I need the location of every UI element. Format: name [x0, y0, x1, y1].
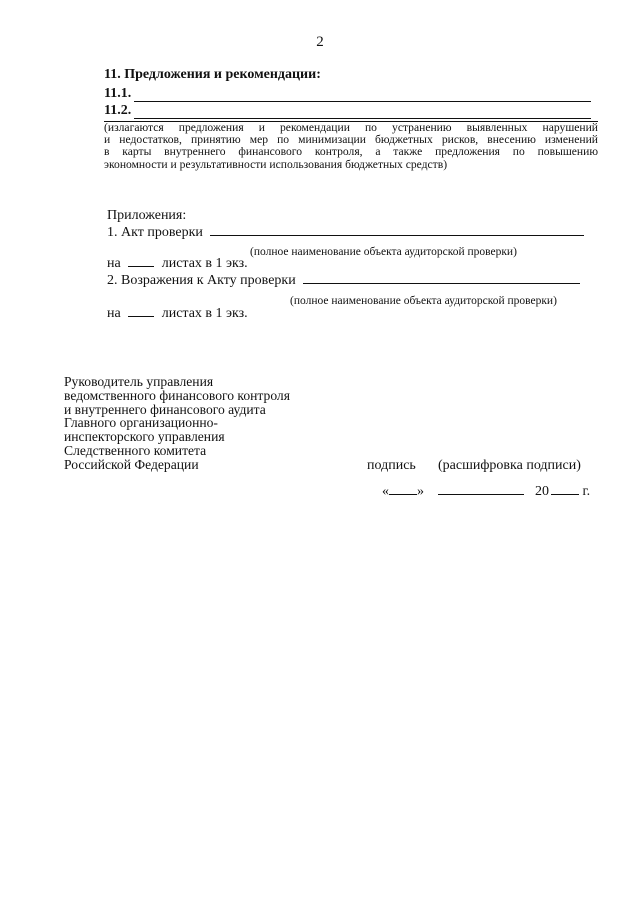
attachment-2-label: 2. Возражения к Акту проверки [107, 273, 296, 288]
item-11-1-label: 11.1. [104, 86, 132, 101]
date-year-suffix: г. [582, 484, 591, 499]
date-year-blank [551, 494, 579, 495]
item-11-2-row [104, 103, 591, 119]
sheets-count-blank [128, 316, 154, 317]
sheets-count-blank [128, 266, 154, 267]
note-line: и недостатков, принятию мер по минимизации бюджетных рисков, внесению изменений [104, 133, 598, 147]
attachment-2-row [107, 273, 580, 289]
attachments-heading: Приложения: [107, 208, 187, 223]
signature-decode-label: (расшифровка подписи) [438, 458, 581, 473]
item-11-2-label: 11.2. [104, 103, 132, 118]
item-11-2-fill-line [134, 106, 591, 119]
section-heading: 11. Предложения и рекомендации: [104, 67, 321, 82]
attachment-1-row [107, 225, 584, 241]
position-line: инспекторского управления [64, 429, 225, 445]
attachment-2-fill-line [303, 283, 580, 284]
position-line: Следственного комитета [64, 442, 207, 458]
item-11-1-row [104, 86, 591, 102]
date-close-quote: » [417, 484, 424, 499]
attachment-2-caption: (полное наименование объекта аудиторской проверки) [290, 295, 557, 307]
position-line: Руководитель управления [64, 374, 214, 389]
attachment-2-sheets [107, 306, 248, 322]
attachment-1-fill-line [210, 235, 584, 236]
sheets-suffix: листах в 1 экз. [161, 256, 248, 271]
position-line: и внутреннего финансового аудита [64, 401, 266, 417]
date-day-blank [389, 494, 417, 495]
position-line: Российской Федерации [64, 456, 199, 472]
signatory-position [64, 375, 364, 472]
sheets-prefix: на [107, 306, 121, 321]
signature-label: подпись [367, 458, 416, 473]
note-line: экономности и результативности использования бюджетных средств) [104, 157, 448, 171]
attachment-1-label: 1. Акт проверки [107, 225, 203, 240]
date-line [382, 484, 590, 500]
item-11-1-fill-line [134, 89, 591, 102]
date-month-blank [438, 494, 524, 495]
attachment-1-caption: (полное наименование объекта аудиторской проверки) [250, 246, 517, 258]
sheets-prefix: на [107, 256, 121, 271]
sheets-suffix: листах в 1 экз. [161, 306, 248, 321]
date-year-prefix: 20 [535, 484, 549, 499]
position-line: Главного организационно- [64, 415, 218, 431]
date-open-quote: « [382, 484, 389, 499]
recommendations-note [104, 122, 598, 171]
page-number: 2 [316, 34, 324, 50]
note-line: (излагаются предложения и рекомендации по устранению выявленных нарушений [104, 121, 598, 134]
note-line: в карты внутреннего финансового контроля, а также предложения по повышению [104, 145, 598, 159]
attachment-1-sheets [107, 256, 248, 272]
position-line: ведомственного финансового контроля [64, 387, 290, 403]
